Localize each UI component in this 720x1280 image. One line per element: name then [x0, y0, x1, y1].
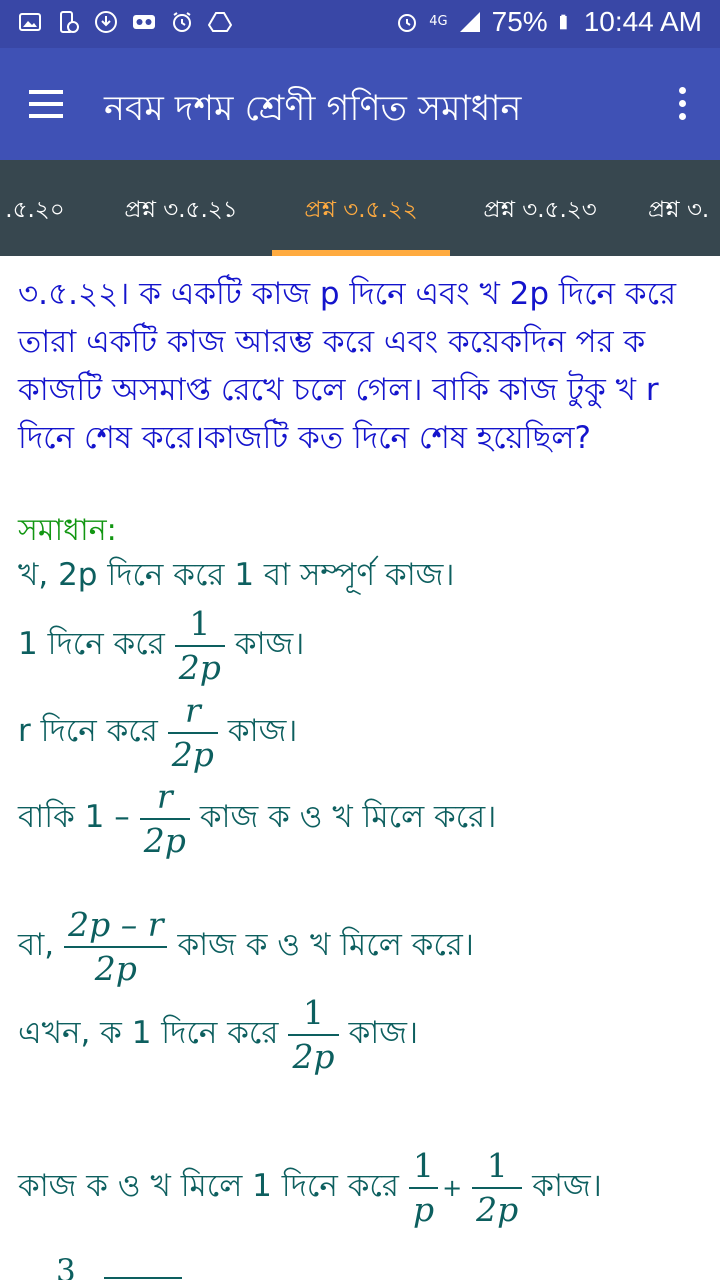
- fraction-1-over-2p: [288, 994, 338, 1076]
- solution-line-7: [18, 1078, 702, 1248]
- battery-percent: 75%: [491, 6, 548, 37]
- line-6-post: কাজ।: [348, 1015, 419, 1051]
- alarm-icon: [170, 10, 194, 34]
- solution-line-5: [18, 862, 702, 992]
- partial-underline: [104, 1277, 182, 1279]
- line-1-text: খ, 2p দিনে করে 1 বা সম্পূর্ণ কাজ।: [18, 557, 455, 593]
- line-4-pre: বাকি 1 –: [18, 799, 130, 835]
- fraction-numerator: 2p – r: [68, 905, 164, 944]
- download-icon: [94, 10, 118, 34]
- line-5-post: কাজ ক ও খ মিলে করে।: [177, 927, 474, 963]
- fraction-r-over-2p: [168, 692, 218, 774]
- menu-icon[interactable]: [24, 86, 68, 122]
- line-3-post: কাজ।: [227, 713, 298, 749]
- fraction-1-over-p: [409, 1147, 438, 1229]
- fraction-denominator: 2p: [292, 1037, 335, 1076]
- line-2-post: কাজ।: [234, 626, 305, 662]
- fraction-numerator: 1: [189, 604, 211, 643]
- fraction-denominator: p: [412, 1190, 435, 1229]
- line-3-pre: r দিনে করে: [18, 713, 158, 749]
- fraction-denominator: 2p: [178, 648, 221, 687]
- fraction-numerator: r: [184, 691, 201, 730]
- line-6-pre: এখন, ক 1 দিনে করে: [18, 1015, 279, 1051]
- app-bar: [0, 48, 720, 160]
- tab-3-5-21[interactable]: প্রশ্ন ৩.৫.২১: [124, 197, 238, 223]
- tab-3-5-20[interactable]: .৫.২০: [5, 197, 65, 223]
- app-title: নবম দশম শ্রেণী গণিত সমাধান: [104, 89, 522, 129]
- solution-label: সমাধান:: [18, 513, 117, 548]
- solution-line-3: [18, 690, 702, 776]
- solution-line-6: [18, 992, 702, 1078]
- fraction-denominator: 2p: [143, 821, 186, 860]
- more-options-icon[interactable]: [674, 84, 690, 124]
- fraction-1-over-2p: [472, 1147, 522, 1229]
- fraction-2p-minus-r-over-2p: [64, 906, 167, 988]
- fraction-r-over-2p: [140, 778, 190, 860]
- fraction-numerator: 1: [413, 1146, 434, 1185]
- plus-sign: +: [442, 1174, 463, 1202]
- signal-icon: [458, 10, 482, 34]
- fraction-1-over-2p: [175, 605, 225, 687]
- drive-icon: [208, 10, 232, 34]
- fraction-denominator: 2p: [94, 949, 137, 988]
- battery-icon: [558, 10, 574, 34]
- solution-content: [0, 256, 720, 1280]
- solution-line-2: [18, 602, 702, 690]
- line-4-post: কাজ ক ও খ মিলে করে।: [199, 799, 497, 835]
- partial-numerator: 3: [56, 1253, 76, 1280]
- solution-line-1: [18, 552, 702, 602]
- phone-missed-icon: [56, 10, 80, 34]
- system-indicators: [395, 6, 702, 38]
- tab-3-5-22[interactable]: প্রশ্ন ৩.৫.২২: [304, 197, 418, 223]
- line-2-pre: 1 দিনে করে: [18, 626, 165, 662]
- notification-icons: [18, 10, 232, 34]
- partial-next-line: [0, 1253, 720, 1280]
- solution-line-4: [18, 776, 702, 862]
- status-bar: [0, 0, 720, 48]
- fraction-numerator: 1: [486, 1146, 508, 1185]
- network-type: 4G: [429, 14, 448, 29]
- line-7-post: কাজ।: [532, 1168, 602, 1204]
- fraction-denominator: 2p: [171, 735, 214, 774]
- fraction-numerator: 1: [303, 993, 324, 1032]
- tab-bar: [0, 160, 720, 256]
- question-text: ৩.৫.২২। ক একটি কাজ p দিনে এবং খ 2p দিনে করে তারা একটি কাজ আরম্ভ করে এবং কয়েকদিন পর ক কাজটি অসমাপ্ত রেখে চলে গেল। বাকি কাজ টুকু খ r দিনে শেষ করে।কাজটি কত দিনে শেষ হয়েছিল?: [18, 276, 677, 456]
- line-7-pre: কাজ ক ও খ মিলে 1 দিনে করে: [18, 1168, 399, 1204]
- voicemail-icon: [132, 10, 156, 34]
- alarm-clock-icon: [395, 10, 419, 34]
- gallery-icon: [18, 10, 42, 34]
- tab-3-5-24[interactable]: প্রশ্ন ৩.: [648, 197, 710, 223]
- line-5-pre: বা,: [18, 927, 55, 963]
- tab-3-5-23[interactable]: প্রশ্ন ৩.৫.২৩: [483, 197, 597, 223]
- fraction-denominator: 2p: [476, 1190, 519, 1229]
- clock-time: 10:44 AM: [583, 6, 702, 37]
- fraction-numerator: r: [156, 777, 173, 816]
